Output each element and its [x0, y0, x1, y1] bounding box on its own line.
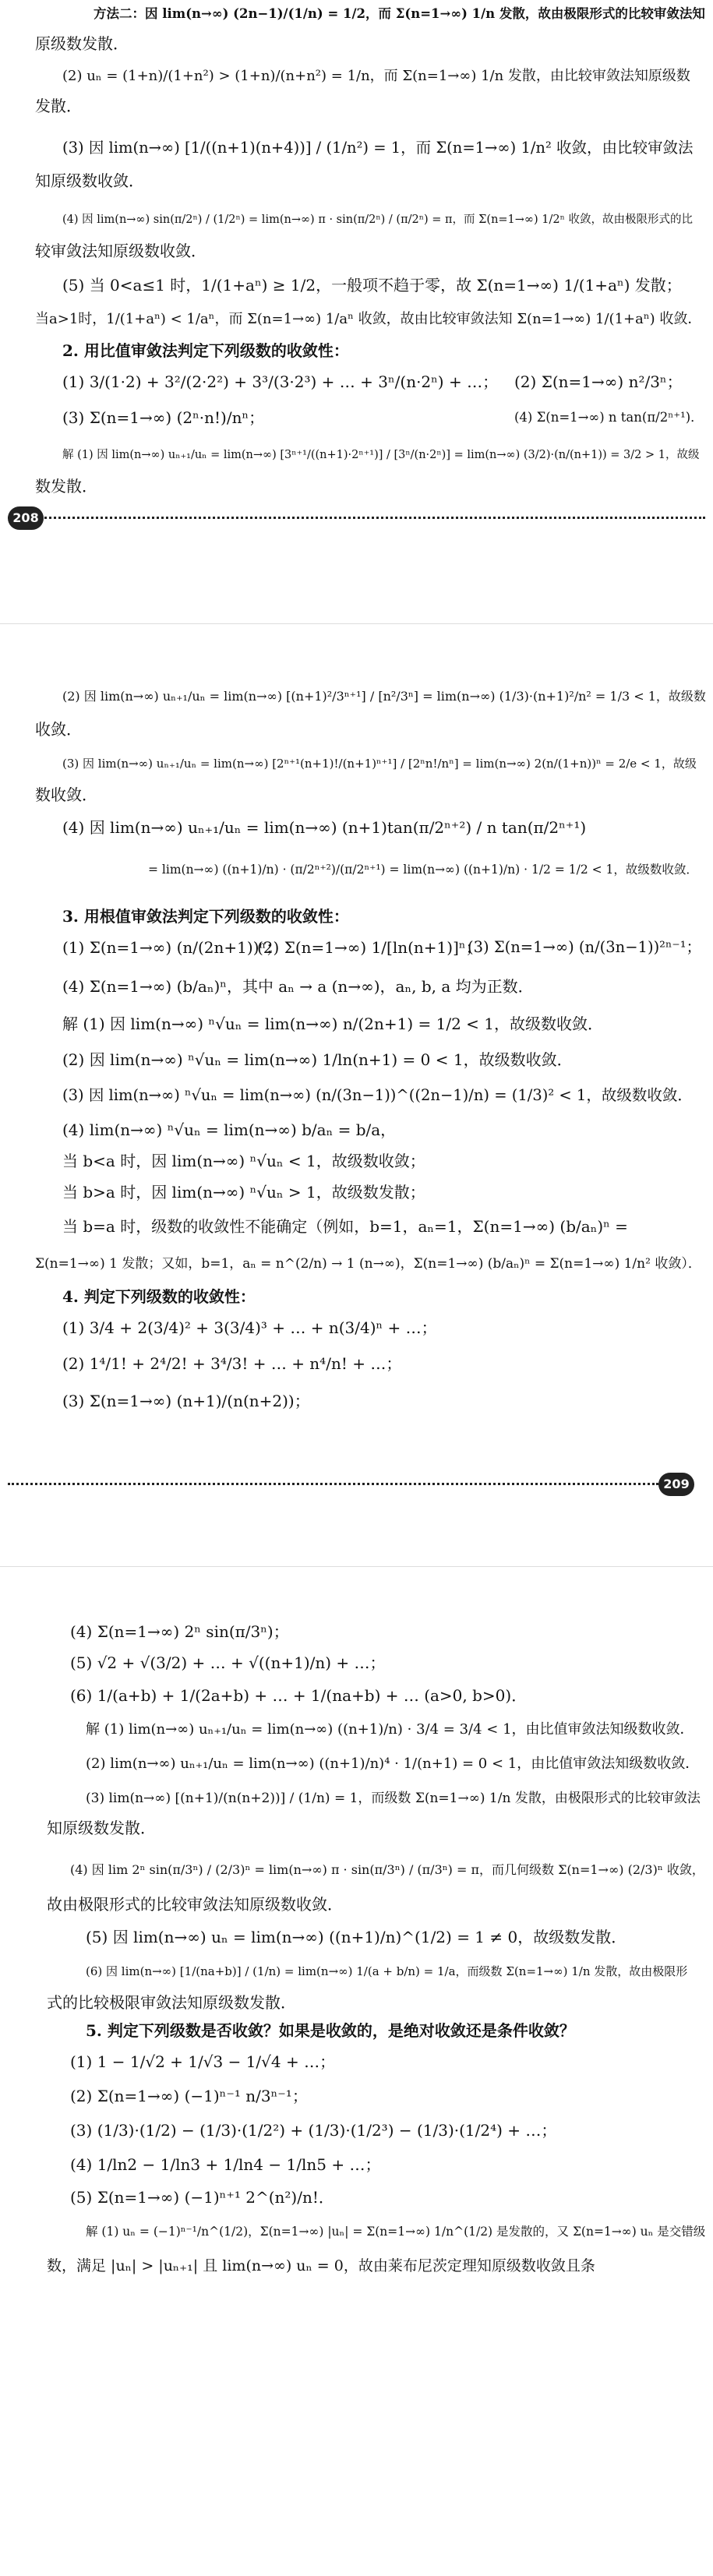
text-line: (3) 因 lim(n→∞) uₙ₊₁/uₙ = lim(n→∞) [2ⁿ⁺¹(n+1)!/(n+1)ⁿ⁺¹] / [2ⁿn!/nⁿ] = lim(n→∞) 2(n/(1+n))ⁿ = 2/e < 1，故级: [62, 757, 697, 771]
text-line: (2) 因 lim(n→∞) ⁿ√uₙ = lim(n→∞) 1/ln(n+1) = 0 < 1，故级数收敛．: [62, 1050, 573, 1069]
text-line: = lim(n→∞) ((n+1)/n) · (π/2ⁿ⁺²)/(π/2ⁿ⁺¹) = lim(n→∞) ((n+1)/n) · 1/2 = 1/2 < 1，故级数收敛．: [148, 863, 698, 877]
text-line: 4. 判定下列级数的收敛性：: [62, 1287, 256, 1306]
text-line: (4) 1/ln2 − 1/ln3 + 1/ln4 − 1/ln5 + …；: [70, 2155, 381, 2174]
page-footer-separator: [8, 506, 705, 530]
text-line: (2) lim(n→∞) uₙ₊₁/uₙ = lim(n→∞) ((n+1)/n)⁴ · 1/(n+1) = 0 < 1，由比值审敛法知级数收敛．: [86, 1756, 700, 1772]
text-line: (5) 因 lim(n→∞) uₙ = lim(n→∞) ((n+1)/n)^(1/2) = 1 ≠ 0，故级数发散．: [86, 1928, 627, 1946]
text-line: (4) 因 lim(n→∞) sin(π/2ⁿ) / (1/2ⁿ) = lim(n→∞) π · sin(π/2ⁿ) / (π/2ⁿ) = π，而 Σ(n=1→∞) 1/2ⁿ 收敛，故由极限形式的比: [62, 213, 693, 226]
dotted-rule: [8, 1483, 658, 1485]
text-line: 解 (1) lim(n→∞) uₙ₊₁/uₙ = lim(n→∞) ((n+1)/n) · 3/4 = 3/4 < 1，由比值审敛法知级数收敛．: [86, 1721, 694, 1738]
text-line: 解 (1) 因 lim(n→∞) uₙ₊₁/uₙ = lim(n→∞) [3ⁿ⁺¹/((n+1)·2ⁿ⁺¹)] / [3ⁿ/(n·2ⁿ)] = lim(n→∞) (3/2)·(n/(n+1)) = 3/2 > 1，故级: [62, 449, 700, 461]
text-line: 故由极限形式的比较审敛法知原级数收敛．: [47, 1895, 343, 1914]
page-209: [0, 686, 713, 1512]
text-line: 2. 用比值审敛法判定下列级数的收敛性：: [62, 341, 349, 360]
text-line: 知原级数发散．: [47, 1819, 156, 1837]
text-line: 当a>1时，1/(1+aⁿ) < 1/aⁿ，而 Σ(n=1→∞) 1/aⁿ 收敛，故由比较审敛法知 Σ(n=1→∞) 1/(1+aⁿ) 收敛．: [35, 311, 702, 327]
text-line: (4) 因 lim(n→∞) uₙ₊₁/uₙ = lim(n→∞) (n+1)tan(π/2ⁿ⁺²) / n tan(π/2ⁿ⁺¹): [62, 818, 587, 837]
text-line: (4) 因 lim 2ⁿ sin(π/3ⁿ) / (2/3)ⁿ = lim(n→∞) π · sin(π/3ⁿ) / (π/3ⁿ) = π，而几何级数 Σ(n=1→∞) (2/3)ⁿ 收敛，: [70, 1862, 704, 1877]
text-line: (4) Σ(n=1→∞) 2ⁿ sin(π/3ⁿ)；: [70, 1622, 289, 1641]
text-line: 数发散．: [35, 477, 97, 496]
text-line: (2) Σ(n=1→∞) (−1)ⁿ⁻¹ n/3ⁿ⁻¹；: [70, 2087, 308, 2105]
page-number-badge: 208: [8, 506, 44, 530]
text-line: (2) uₙ = (1+n)/(1+n²) > (1+n)/(n+n²) = 1/n，而 Σ(n=1→∞) 1/n 发散，由比较审敛法知原级数: [62, 68, 690, 84]
text-line: (1) Σ(n=1→∞) (n/(2n+1))ⁿ；: [62, 938, 282, 957]
text-line: (6) 因 lim(n→∞) [1/(na+b)] / (1/n) = lim(n→∞) 1/(a + b/n) = 1/a，而级数 Σ(n=1→∞) 1/n 发散，故由极限形: [86, 1964, 688, 1978]
text-line: (5) 当 0<a≤1 时，1/(1+aⁿ) ≥ 1/2，一般项不趋于零，故 Σ(n=1→∞) 1/(1+aⁿ) 发散；: [62, 276, 682, 295]
text-line: (1) 1 − 1/√2 + 1/√3 − 1/√4 + …；: [70, 2052, 336, 2071]
text-line: 解 (1) 因 lim(n→∞) ⁿ√uₙ = lim(n→∞) n/(2n+1) = 1/2 < 1，故级数收敛．: [62, 1015, 604, 1033]
text-line: Σ(n=1→∞) 1 发散；又如，b=1，aₙ = n^(2/n) → 1 (n→∞)，Σ(n=1→∞) (b/aₙ)ⁿ = Σ(n=1→∞) 1/n² 收敛）．: [35, 1256, 701, 1272]
page-number-badge: 209: [658, 1473, 694, 1496]
text-line: (6) 1/(a+b) + 1/(2a+b) + … + 1/(na+b) + … (a>0, b>0)．: [70, 1686, 528, 1705]
text-line: (4) lim(n→∞) ⁿ√uₙ = lim(n→∞) b/aₙ = b/a，: [62, 1120, 397, 1139]
text-line: 3. 用根值审敛法判定下列级数的收敛性：: [62, 907, 349, 926]
text-line: 5. 判定下列级数是否收敛？如果是收敛的，是绝对收敛还是条件收敛？: [86, 2021, 575, 2040]
text-line: 较审敛法知原级数收敛．: [35, 242, 206, 260]
text-line: 发散．: [35, 97, 82, 115]
text-line: 数收敛．: [35, 785, 97, 804]
text-line: (3) (1/3)·(1/2) − (1/3)·(1/2²) + (1/3)·(1/2³) − (1/3)·(1/2⁴) + …；: [70, 2121, 557, 2140]
text-line: (1) 3/(1·2) + 3²/(2·2²) + 3³/(3·2³) + … + 3ⁿ/(n·2ⁿ) + …；: [62, 372, 499, 391]
text-line: (3) Σ(n=1→∞) (n+1)/(n(n+2))；: [62, 1392, 310, 1410]
text-line: (2) Σ(n=1→∞) n²/3ⁿ；: [514, 372, 683, 391]
text-line: (3) 因 lim(n→∞) [1/((n+1)(n+4))] / (1/n²) = 1，而 Σ(n=1→∞) 1/n² 收敛，由比较审敛法: [62, 139, 694, 157]
text-line: 当 b>a 时，因 lim(n→∞) ⁿ√uₙ > 1，故级数发散；: [62, 1183, 425, 1202]
text-line: 数，满足 |uₙ| > |uₙ₊₁| 且 lim(n→∞) uₙ = 0，故由莱布尼茨定理知原级数收敛且条: [47, 2257, 595, 2274]
text-line: (3) Σ(n=1→∞) (2ⁿ·n!)/nⁿ；: [62, 408, 265, 427]
text-line: (5) √2 + √(3/2) + … + √((n+1)/n) + …；: [70, 1653, 386, 1672]
text-line: (4) Σ(n=1→∞) n tan(π/2ⁿ⁺¹)．: [514, 410, 704, 425]
text-line: 式的比较极限审敛法知原级数发散．: [47, 1993, 296, 2012]
text-line: 方法二：因 lim(n→∞) (2n−1)/(1/n) = 1/2，而 Σ(n=1→∞) 1/n 发散，故由极限形式的比较审敛法知: [94, 6, 705, 21]
text-line: (3) Σ(n=1→∞) (n/(3n−1))²ⁿ⁻¹；: [468, 938, 702, 956]
text-line: 解 (1) uₙ = (−1)ⁿ⁻¹/n^(1/2)，Σ(n=1→∞) |uₙ| = Σ(n=1→∞) 1/n^(1/2) 是发散的，又 Σ(n=1→∞) uₙ 是交错级: [86, 2225, 706, 2239]
text-line: (2) Σ(n=1→∞) 1/[ln(n+1)]ⁿ；: [257, 938, 482, 957]
page-divider: [0, 623, 713, 624]
text-line: 知原级数收敛．: [35, 171, 144, 190]
text-line: (1) 3/4 + 2(3/4)² + 3(3/4)³ + … + n(3/4)ⁿ + …；: [62, 1318, 437, 1337]
text-line: 当 b<a 时，因 lim(n→∞) ⁿ√uₙ < 1，故级数收敛；: [62, 1152, 425, 1170]
page-208: [0, 0, 713, 592]
page-divider: [0, 1566, 713, 1567]
text-line: (5) Σ(n=1→∞) (−1)ⁿ⁺¹ 2^(n²)/n!．: [70, 2188, 334, 2207]
text-line: 当 b=a 时，级数的收敛性不能确定（例如，b=1，aₙ=1，Σ(n=1→∞) (b/aₙ)ⁿ =: [62, 1217, 628, 1236]
page-footer-separator: [8, 1473, 705, 1496]
text-line: (2) 因 lim(n→∞) uₙ₊₁/uₙ = lim(n→∞) [(n+1)²/3ⁿ⁺¹] / [n²/3ⁿ] = lim(n→∞) (1/3)·(n+1)²/n² = 1/3 < 1，故级数: [62, 689, 706, 704]
text-line: (2) 1⁴/1! + 2⁴/2! + 3⁴/3! + … + n⁴/n! + …；: [62, 1354, 402, 1373]
dotted-rule: [8, 517, 705, 519]
page-210: [0, 1621, 713, 2576]
text-line: (3) 因 lim(n→∞) ⁿ√uₙ = lim(n→∞) (n/(3n−1))^((2n−1)/n) = (1/3)² < 1，故级数收敛．: [62, 1086, 693, 1104]
text-line: 原级数发散．: [35, 34, 129, 53]
text-line: (3) lim(n→∞) [(n+1)/(n(n+2))] / (1/n) = 1，而级数 Σ(n=1→∞) 1/n 发散，由极限形式的比较审敛法: [86, 1791, 701, 1806]
text-line: (4) Σ(n=1→∞) (b/aₙ)ⁿ，其中 aₙ → a (n→∞)，aₙ, b, a 均为正数．: [62, 977, 534, 996]
text-line: 收敛．: [35, 720, 82, 739]
